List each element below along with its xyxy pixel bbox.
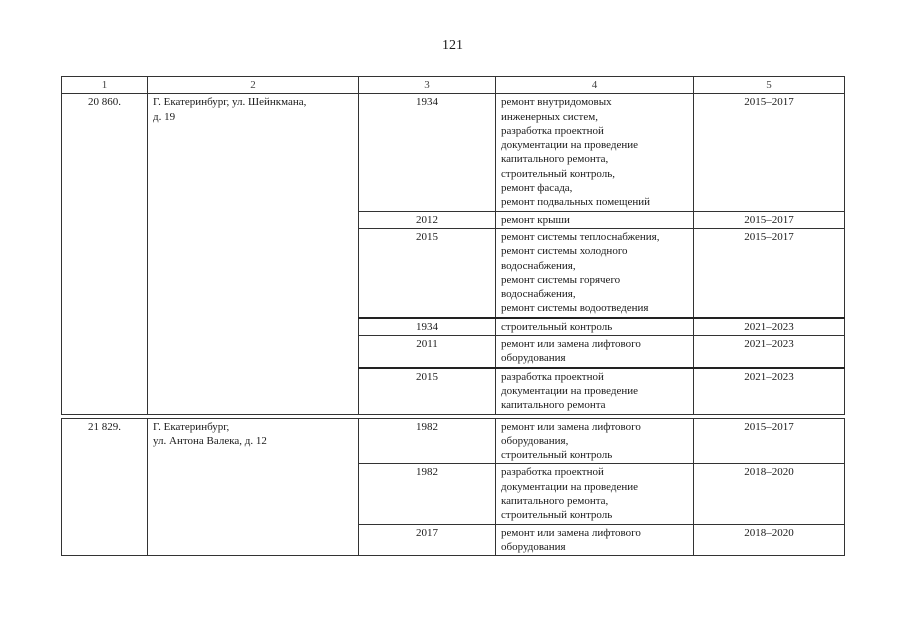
period-cell: 2021–2023 — [694, 336, 845, 368]
work-line: ремонт или замена лифтового — [501, 420, 641, 433]
period-cell: 2015–2017 — [694, 211, 845, 228]
address-line: Г. Екатеринбург, — [153, 420, 230, 433]
year-cell: 1934 — [359, 318, 496, 336]
work-line: разработка проектной — [501, 124, 604, 137]
work-line: строительный контроль — [501, 509, 613, 522]
work-line: ремонт или замена лифтового — [501, 338, 641, 351]
work-line: ремонт системы водоотведения — [501, 302, 649, 315]
object-number: 21 829. — [62, 418, 148, 556]
works-cell — [496, 336, 694, 368]
year-cell: 1982 — [359, 464, 496, 524]
year-cell: 2012 — [359, 211, 496, 228]
year-cell: 2011 — [359, 336, 496, 368]
period-cell: 2021–2023 — [694, 368, 845, 414]
address-line: ул. Антона Валека, д. 12 — [153, 434, 267, 447]
work-line: строительный контроль — [501, 320, 613, 333]
works-cell — [496, 368, 694, 414]
header-cell: 2 — [148, 77, 359, 94]
work-line: ремонт внутридомовых — [501, 96, 612, 109]
works-cell — [496, 211, 694, 228]
work-line: ремонт системы холодного — [501, 245, 628, 258]
table-row — [62, 94, 845, 211]
period-cell: 2021–2023 — [694, 318, 845, 336]
work-line: инженерных систем, — [501, 110, 598, 123]
address-line: д. 19 — [153, 110, 176, 123]
page-number: 121 — [442, 38, 463, 53]
work-line: ремонт или замена лифтового — [501, 526, 641, 539]
works-cell — [496, 464, 694, 524]
work-line: документации на проведение — [501, 480, 639, 493]
period-cell: 2018–2020 — [694, 524, 845, 556]
work-line: ремонт фасада, — [501, 182, 573, 195]
work-line: оборудования — [501, 540, 566, 553]
work-line: оборудования — [501, 352, 566, 365]
year-cell: 1934 — [359, 94, 496, 211]
object-number: 20 860. — [62, 94, 148, 414]
works-cell — [496, 318, 694, 336]
year-cell: 2015 — [359, 368, 496, 414]
work-line: ремонт подвальных помещений — [501, 196, 651, 209]
work-line: разработка проектной — [501, 370, 604, 383]
header-cell: 3 — [359, 77, 496, 94]
year-cell: 2015 — [359, 228, 496, 317]
header-row — [62, 77, 845, 94]
work-line: разработка проектной — [501, 466, 604, 479]
period-cell: 2018–2020 — [694, 464, 845, 524]
work-line: документации на проведение — [501, 384, 639, 397]
work-line: водоснабжения, — [501, 259, 576, 272]
table-row — [62, 418, 845, 464]
work-line: строительный контроль — [501, 449, 613, 462]
object-address — [148, 418, 359, 556]
work-line: капитального ремонта, — [501, 153, 609, 166]
work-line: ремонт системы теплоснабжения, — [501, 230, 660, 243]
year-cell: 2017 — [359, 524, 496, 556]
work-line: капитального ремонта — [501, 399, 606, 412]
work-line: оборудования, — [501, 434, 569, 447]
year-cell: 1982 — [359, 418, 496, 464]
works-cell — [496, 228, 694, 317]
object-address — [148, 94, 359, 414]
work-line: водоснабжения, — [501, 288, 576, 301]
work-line: ремонт системы горячего — [501, 273, 621, 286]
works-cell — [496, 94, 694, 211]
work-line: ремонт крыши — [501, 213, 570, 226]
period-cell: 2015–2017 — [694, 228, 845, 317]
address-line: Г. Екатеринбург, ул. Шейнкмана, — [153, 96, 307, 109]
period-cell: 2015–2017 — [694, 94, 845, 211]
work-line: строительный контроль, — [501, 167, 616, 180]
header-cell: 5 — [694, 77, 845, 94]
work-line: капитального ремонта, — [501, 495, 609, 508]
header-cell: 4 — [496, 77, 694, 94]
works-cell — [496, 524, 694, 556]
period-cell: 2015–2017 — [694, 418, 845, 464]
work-line: документации на проведение — [501, 139, 639, 152]
works-cell — [496, 418, 694, 464]
repair-program-table — [61, 76, 845, 556]
header-cell: 1 — [62, 77, 148, 94]
